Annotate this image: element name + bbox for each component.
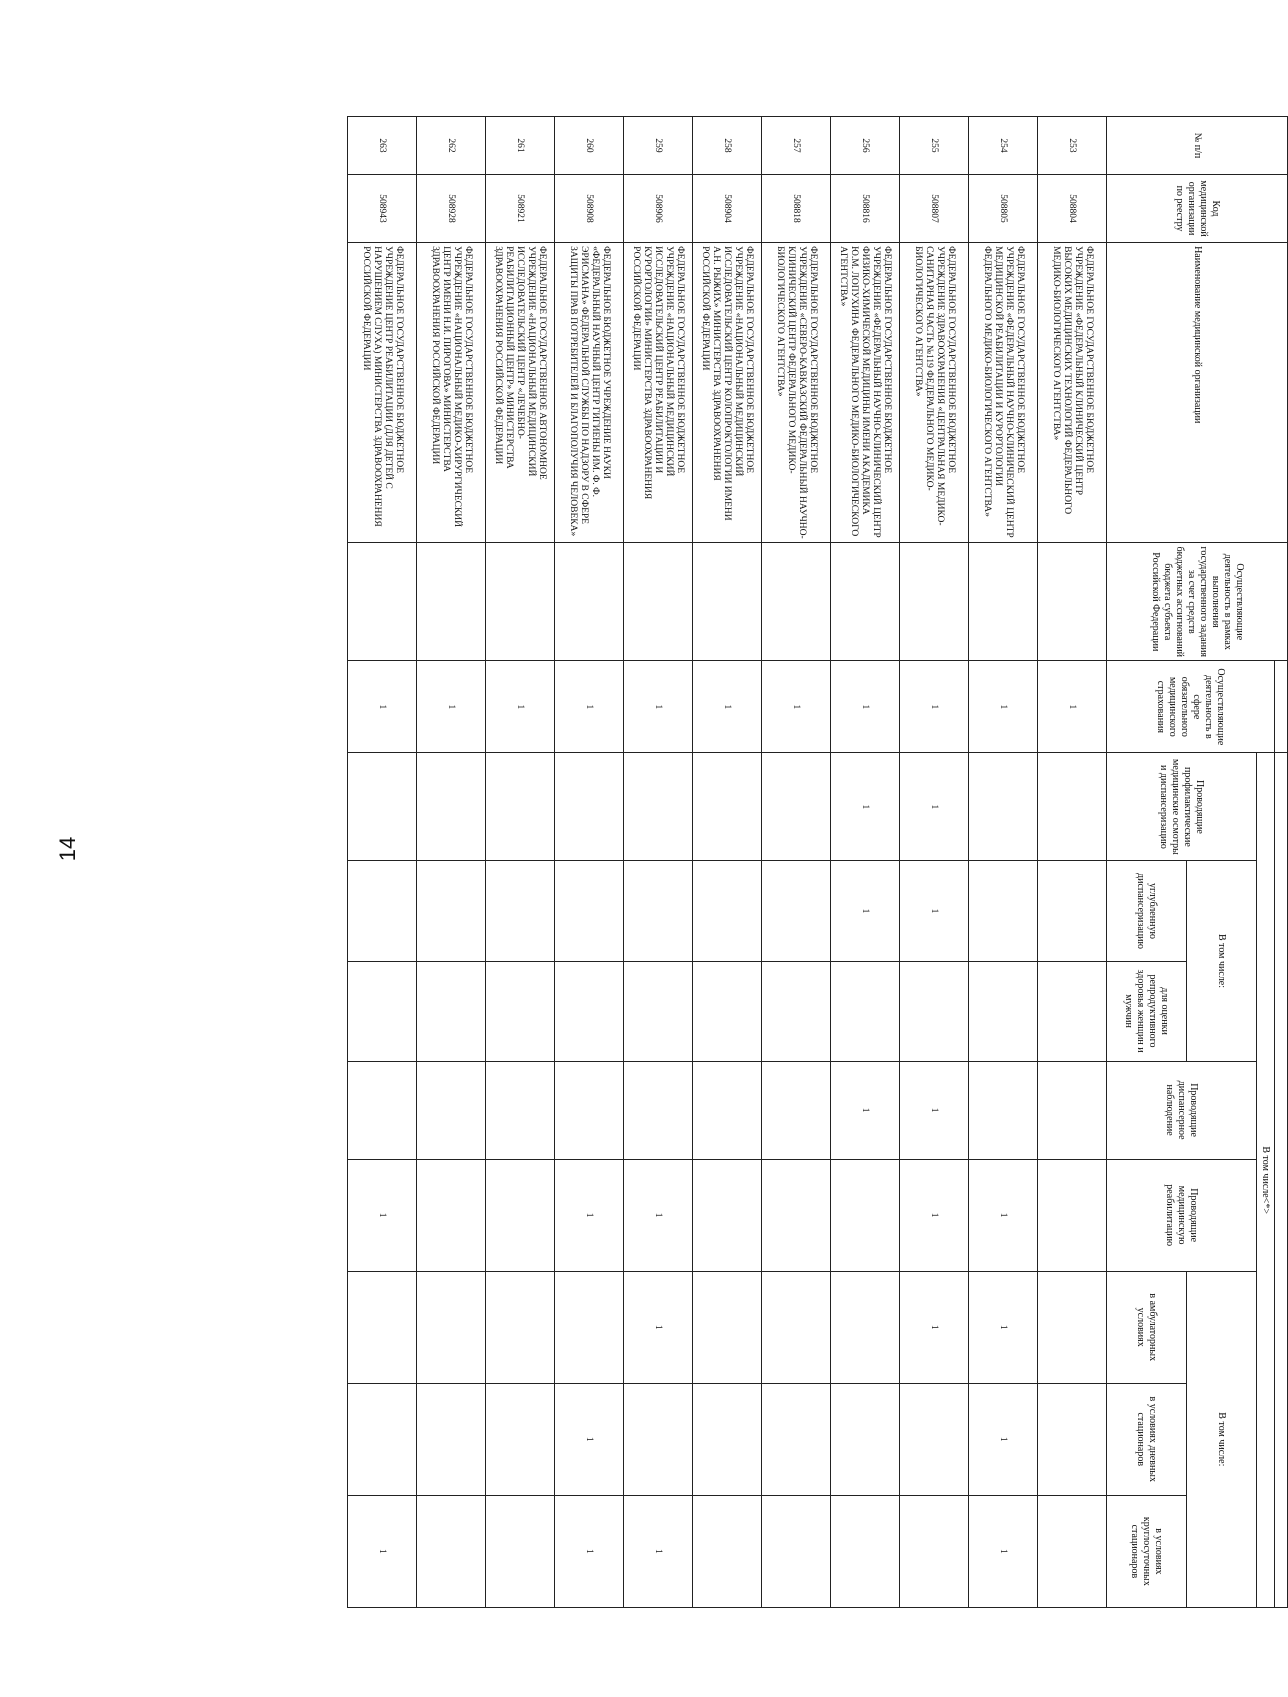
cell-num: 263 xyxy=(348,117,417,175)
cell-deep xyxy=(555,861,624,961)
cell-round xyxy=(1038,1495,1107,1607)
cell-day xyxy=(1038,1383,1107,1495)
cell-round xyxy=(417,1495,486,1607)
cell-num: 255 xyxy=(900,117,969,175)
cell-oms: 1 xyxy=(1038,661,1107,753)
cell-num: 259 xyxy=(624,117,693,175)
cell-day xyxy=(624,1383,693,1495)
cell-oms: 1 xyxy=(624,661,693,753)
table-row xyxy=(348,117,417,1608)
cell-amb xyxy=(417,1271,486,1383)
cell-prof xyxy=(969,753,1038,861)
header-num: № п/п xyxy=(1107,117,1288,175)
cell-rehab xyxy=(762,1159,831,1271)
cell-oms: 1 xyxy=(831,661,900,753)
cell-budget xyxy=(624,543,693,661)
header-oms: Осуществляющие деятельность в сфере обязательного медицинского страхования xyxy=(1107,661,1275,753)
cell-day: 1 xyxy=(969,1383,1038,1495)
cell-name: ФЕДЕРАЛЬНОЕ ГОСУДАРСТВЕННОЕ БЮДЖЕТНОЕ УЧРЕЖДЕНИЕ «ФЕДЕРАЛЬНЫЙ НАУЧНО-КЛИНИЧЕСКИЙ ЦЕНТР ФИЗИКО-ХИМИЧЕСКОЙ МЕДИЦИНЫ ИМЕНИ АКАДЕМИКА Ю.М. ЛОПУХИНА ФЕДЕРАЛЬНОГО МЕДИКО-БИОЛОГИЧЕСКОГО АГЕНТСТВА» xyxy=(831,243,900,543)
cell-num: 254 xyxy=(969,117,1038,175)
cell-day xyxy=(900,1383,969,1495)
cell-prof xyxy=(624,753,693,861)
cell-prof: 1 xyxy=(900,753,969,861)
cell-rehab xyxy=(693,1159,762,1271)
cell-repro xyxy=(1038,961,1107,1061)
cell-round xyxy=(486,1495,555,1607)
cell-budget xyxy=(969,543,1038,661)
cell-code: 508921 xyxy=(486,175,555,243)
header-deep: углубленную диспансеризацию xyxy=(1107,861,1187,961)
cell-name: ФЕДЕРАЛЬНОЕ ГОСУДАРСТВЕННОЕ БЮДЖЕТНОЕ УЧРЕЖДЕНИЕ «НАЦИОНАЛЬНЫЙ МЕДИЦИНСКИЙ ИССЛЕДОВАТЕЛЬСКИЙ ЦЕНТР КОЛОПРОКТОЛОГИИ ИМЕНИ А.Н. РЫЖИХ» МИНИСТЕРСТВА ЗДРАВООХРАНЕНИЯ РОССИЙСКОЙ ФЕДЕРАЦИИ xyxy=(693,243,762,543)
cell-amb: 1 xyxy=(624,1271,693,1383)
header-spacer xyxy=(1275,661,1288,753)
cell-day xyxy=(831,1383,900,1495)
cell-code: 508908 xyxy=(555,175,624,243)
table-header xyxy=(1107,117,1288,1608)
header-group-v-tom-2: В том числе: xyxy=(1187,1271,1257,1607)
header-group-v-tom-1: В том числе: xyxy=(1187,861,1257,1061)
cell-budget xyxy=(831,543,900,661)
cell-num: 262 xyxy=(417,117,486,175)
cell-name: ФЕДЕРАЛЬНОЕ ГОСУДАРСТВЕННОЕ БЮДЖЕТНОЕ УЧРЕЖДЕНИЕ «ФЕДЕРАЛЬНЫЙ КЛИНИЧЕСКИЙ ЦЕНТР ВЫСОКИХ МЕДИЦИНСКИХ ТЕХНОЛОГИЙ ФЕДЕРАЛЬНОГО МЕДИКО-БИОЛОГИЧЕСКОГО АГЕНТСТВА» xyxy=(1038,243,1107,543)
cell-rehab: 1 xyxy=(348,1159,417,1271)
table-row xyxy=(417,117,486,1608)
cell-repro xyxy=(624,961,693,1061)
cell-code: 508943 xyxy=(348,175,417,243)
cell-repro xyxy=(693,961,762,1061)
cell-name: ФЕДЕРАЛЬНОЕ ГОСУДАРСТВЕННОЕ БЮДЖЕТНОЕ УЧРЕЖДЕНИЕ «НАЦИОНАЛЬНЫЙ МЕДИКО-ХИРУРГИЧЕСКИЙ ЦЕНТР ИМЕНИ Н.И. ПИРОГОВА» МИНИСТЕРСТВА ЗДРАВООХРАНЕНИЯ РОССИЙСКОЙ ФЕДЕРАЦИИ xyxy=(417,243,486,543)
cell-day: 1 xyxy=(555,1383,624,1495)
cell-round: 1 xyxy=(969,1495,1038,1607)
cell-num: 253 xyxy=(1038,117,1107,175)
cell-amb xyxy=(555,1271,624,1383)
cell-name: ФЕДЕРАЛЬНОЕ ГОСУДАРСТВЕННОЕ БЮДЖЕТНОЕ УЧРЕЖДЕНИЕ ЗДРАВООХРАНЕНИЯ «ЦЕНТРАЛЬНАЯ МЕДИКО-САНИТАРНАЯ ЧАСТЬ №119 ФЕДЕРАЛЬНОГО МЕДИКО-БИОЛОГИЧЕСКОГО АГЕНТСТВА» xyxy=(900,243,969,543)
header-disp: Проводящие диспансерное наблюдение xyxy=(1107,1061,1257,1159)
cell-round: 1 xyxy=(624,1495,693,1607)
cell-repro xyxy=(762,961,831,1061)
cell-rehab xyxy=(831,1159,900,1271)
page-number: 14 xyxy=(55,836,81,862)
cell-num: 261 xyxy=(486,117,555,175)
cell-deep xyxy=(348,861,417,961)
cell-budget xyxy=(762,543,831,661)
cell-repro xyxy=(348,961,417,1061)
cell-rehab: 1 xyxy=(969,1159,1038,1271)
cell-repro xyxy=(417,961,486,1061)
cell-disp xyxy=(969,1061,1038,1159)
cell-deep xyxy=(1038,861,1107,961)
cell-budget xyxy=(348,543,417,661)
cell-deep xyxy=(624,861,693,961)
table-row xyxy=(624,117,693,1608)
cell-day xyxy=(762,1383,831,1495)
cell-rehab xyxy=(1038,1159,1107,1271)
cell-rehab: 1 xyxy=(900,1159,969,1271)
cell-budget xyxy=(693,543,762,661)
cell-disp xyxy=(555,1061,624,1159)
header-rehab: Проводящие медицинскую реабилитацию xyxy=(1107,1159,1257,1271)
cell-round xyxy=(900,1495,969,1607)
cell-code: 508818 xyxy=(762,175,831,243)
cell-oms: 1 xyxy=(900,661,969,753)
cell-amb xyxy=(831,1271,900,1383)
cell-oms: 1 xyxy=(555,661,624,753)
table-row xyxy=(555,117,624,1608)
table-row xyxy=(762,117,831,1608)
cell-day xyxy=(693,1383,762,1495)
cell-num: 257 xyxy=(762,117,831,175)
registry-table xyxy=(347,116,1288,1608)
table-body xyxy=(348,117,1107,1608)
cell-deep: 1 xyxy=(900,861,969,961)
cell-amb xyxy=(693,1271,762,1383)
cell-code: 508804 xyxy=(1038,175,1107,243)
table-row xyxy=(486,117,555,1608)
cell-prof xyxy=(486,753,555,861)
cell-prof xyxy=(762,753,831,861)
registry-table-wrapper xyxy=(347,116,1288,1608)
cell-disp: 1 xyxy=(900,1061,969,1159)
cell-disp xyxy=(762,1061,831,1159)
cell-amb xyxy=(762,1271,831,1383)
header-code: Код медицинской организации по реестру xyxy=(1107,175,1288,243)
cell-amb xyxy=(1038,1271,1107,1383)
cell-disp xyxy=(1038,1061,1107,1159)
cell-num: 260 xyxy=(555,117,624,175)
cell-repro xyxy=(969,961,1038,1061)
cell-code: 508805 xyxy=(969,175,1038,243)
cell-oms: 1 xyxy=(417,661,486,753)
cell-repro xyxy=(900,961,969,1061)
cell-disp xyxy=(417,1061,486,1159)
cell-name: ФЕДЕРАЛЬНОЕ ГОСУДАРСТВЕННОЕ АВТОНОМНОЕ УЧРЕЖДЕНИЕ «НАЦИОНАЛЬНЫЙ МЕДИЦИНСКИЙ ИССЛЕДОВАТЕЛЬСКИЙ ЦЕНТР «ЛЕЧЕБНО-РЕАБИЛИТАЦИОННЫЙ ЦЕНТР» МИНИСТЕРСТВА ЗДРАВООХРАНЕНИЯ РОССИЙСКОЙ ФЕДЕРАЦИИ xyxy=(486,243,555,543)
cell-day xyxy=(486,1383,555,1495)
cell-prof xyxy=(693,753,762,861)
header-budget: Осуществляющие деятельность в рамках выполнения государственного задания за счет средств бюджетных ассигнований бюджета субъекта Российской Федерации xyxy=(1107,543,1288,661)
cell-budget xyxy=(417,543,486,661)
cell-repro xyxy=(555,961,624,1061)
header-group-total: В том числе<*> xyxy=(1257,753,1275,1608)
cell-oms: 1 xyxy=(693,661,762,753)
cell-code: 508816 xyxy=(831,175,900,243)
table-row xyxy=(900,117,969,1608)
header-repro: для оценки репродуктивного здоровья женщин и мужчин xyxy=(1107,961,1187,1061)
cell-oms: 1 xyxy=(969,661,1038,753)
cell-prof xyxy=(555,753,624,861)
cell-prof xyxy=(1038,753,1107,861)
table-row xyxy=(693,117,762,1608)
header-amb: в амбулаторных условиях xyxy=(1107,1271,1187,1383)
cell-day xyxy=(417,1383,486,1495)
cell-deep: 1 xyxy=(831,861,900,961)
cell-rehab: 1 xyxy=(555,1159,624,1271)
cell-oms: 1 xyxy=(348,661,417,753)
cell-budget xyxy=(486,543,555,661)
cell-oms: 1 xyxy=(486,661,555,753)
cell-round: 1 xyxy=(555,1495,624,1607)
cell-deep xyxy=(486,861,555,961)
cell-prof xyxy=(348,753,417,861)
cell-disp xyxy=(693,1061,762,1159)
cell-code: 508906 xyxy=(624,175,693,243)
cell-day xyxy=(348,1383,417,1495)
header-round: в условиях круглосуточных стационаров xyxy=(1107,1495,1187,1607)
cell-deep xyxy=(762,861,831,961)
cell-amb: 1 xyxy=(900,1271,969,1383)
header-spacer-wide xyxy=(1275,753,1288,1608)
cell-budget xyxy=(555,543,624,661)
cell-rehab xyxy=(486,1159,555,1271)
cell-round: 1 xyxy=(348,1495,417,1607)
cell-round xyxy=(693,1495,762,1607)
cell-rehab: 1 xyxy=(624,1159,693,1271)
cell-round xyxy=(831,1495,900,1607)
cell-prof: 1 xyxy=(831,753,900,861)
cell-round xyxy=(762,1495,831,1607)
cell-amb xyxy=(486,1271,555,1383)
header-day: в условиях дневных стационаров xyxy=(1107,1383,1187,1495)
cell-disp: 1 xyxy=(831,1061,900,1159)
cell-repro xyxy=(831,961,900,1061)
table-row xyxy=(831,117,900,1608)
cell-code: 508904 xyxy=(693,175,762,243)
cell-deep xyxy=(693,861,762,961)
table-row xyxy=(969,117,1038,1608)
cell-disp xyxy=(348,1061,417,1159)
cell-code: 508928 xyxy=(417,175,486,243)
cell-name: ФЕДЕРАЛЬНОЕ ГОСУДАРСТВЕННОЕ БЮДЖЕТНОЕ УЧРЕЖДЕНИЕ «НАЦИОНАЛЬНЫЙ МЕДИЦИНСКИЙ ИССЛЕДОВАТЕЛЬСКИЙ ЦЕНТР РЕАБИЛИТАЦИИ И КУРОРТОЛОГИИ» МИНИСТЕРСТВА ЗДРАВООХРАНЕНИЯ РОССИЙСКОЙ ФЕДЕРАЦИИ xyxy=(624,243,693,543)
cell-num: 256 xyxy=(831,117,900,175)
header-name: Наименование медицинской организации xyxy=(1107,243,1288,543)
cell-budget xyxy=(900,543,969,661)
cell-deep xyxy=(969,861,1038,961)
cell-amb: 1 xyxy=(969,1271,1038,1383)
cell-prof xyxy=(417,753,486,861)
cell-num: 258 xyxy=(693,117,762,175)
cell-name: ФЕДЕРАЛЬНОЕ ГОСУДАРСТВЕННОЕ БЮДЖЕТНОЕ УЧРЕЖДЕНИЕ «СЕВЕРО-КАВКАЗСКИЙ ФЕДЕРАЛЬНЫЙ НАУЧНО-КЛИНИЧЕСКИЙ ЦЕНТР ФЕДЕРАЛЬНОГО МЕДИКО-БИОЛОГИЧЕСКОГО АГЕНТСТВА» xyxy=(762,243,831,543)
cell-budget xyxy=(1038,543,1107,661)
cell-repro xyxy=(486,961,555,1061)
header-prof: Проводящие профилактические медицинские осмотры и диспансеризацию xyxy=(1107,753,1257,861)
cell-code: 508807 xyxy=(900,175,969,243)
cell-disp xyxy=(624,1061,693,1159)
cell-deep xyxy=(417,861,486,961)
cell-rehab xyxy=(417,1159,486,1271)
cell-name: ФЕДЕРАЛЬНОЕ ГОСУДАРСТВЕННОЕ БЮДЖЕТНОЕ УЧРЕЖДЕНИЕ «ФЕДЕРАЛЬНЫЙ НАУЧНО-КЛИНИЧЕСКИЙ ЦЕНТР МЕДИЦИНСКОЙ РЕАБИЛИТАЦИИ И КУРОРТОЛОГИИ ФЕДЕРАЛЬНОГО МЕДИКО-БИОЛОГИЧЕСКОГО АГЕНТСТВА» xyxy=(969,243,1038,543)
cell-amb xyxy=(348,1271,417,1383)
cell-oms: 1 xyxy=(762,661,831,753)
cell-name: ФЕДЕРАЛЬНОЕ ГОСУДАРСТВЕННОЕ БЮДЖЕТНОЕ УЧРЕЖДЕНИЕ ЦЕНТР РЕАБИЛИТАЦИИ (ДЛЯ ДЕТЕЙ С НАРУШЕНИЕМ СЛУХА) МИНИСТЕРСТВА ЗДРАВООХРАНЕНИЯ РОССИЙСКОЙ ФЕДЕРАЦИИ xyxy=(348,243,417,543)
cell-name: ФЕДЕРАЛЬНОЕ БЮДЖЕТНОЕ УЧРЕЖДЕНИЕ НАУКИ «ФЕДЕРАЛЬНЫЙ НАУЧНЫЙ ЦЕНТР ГИГИЕНЫ ИМ. Ф. Ф. ЭРИСМАНА» ФЕДЕРАЛЬНОЙ СЛУЖБЫ ПО НАДЗОРУ В СФЕРЕ ЗАЩИТЫ ПРАВ ПОТРЕБИТЕЛЕЙ И БЛАГОПОЛУЧИЯ ЧЕЛОВЕКА» xyxy=(555,243,624,543)
table-row xyxy=(1038,117,1107,1608)
cell-disp xyxy=(486,1061,555,1159)
